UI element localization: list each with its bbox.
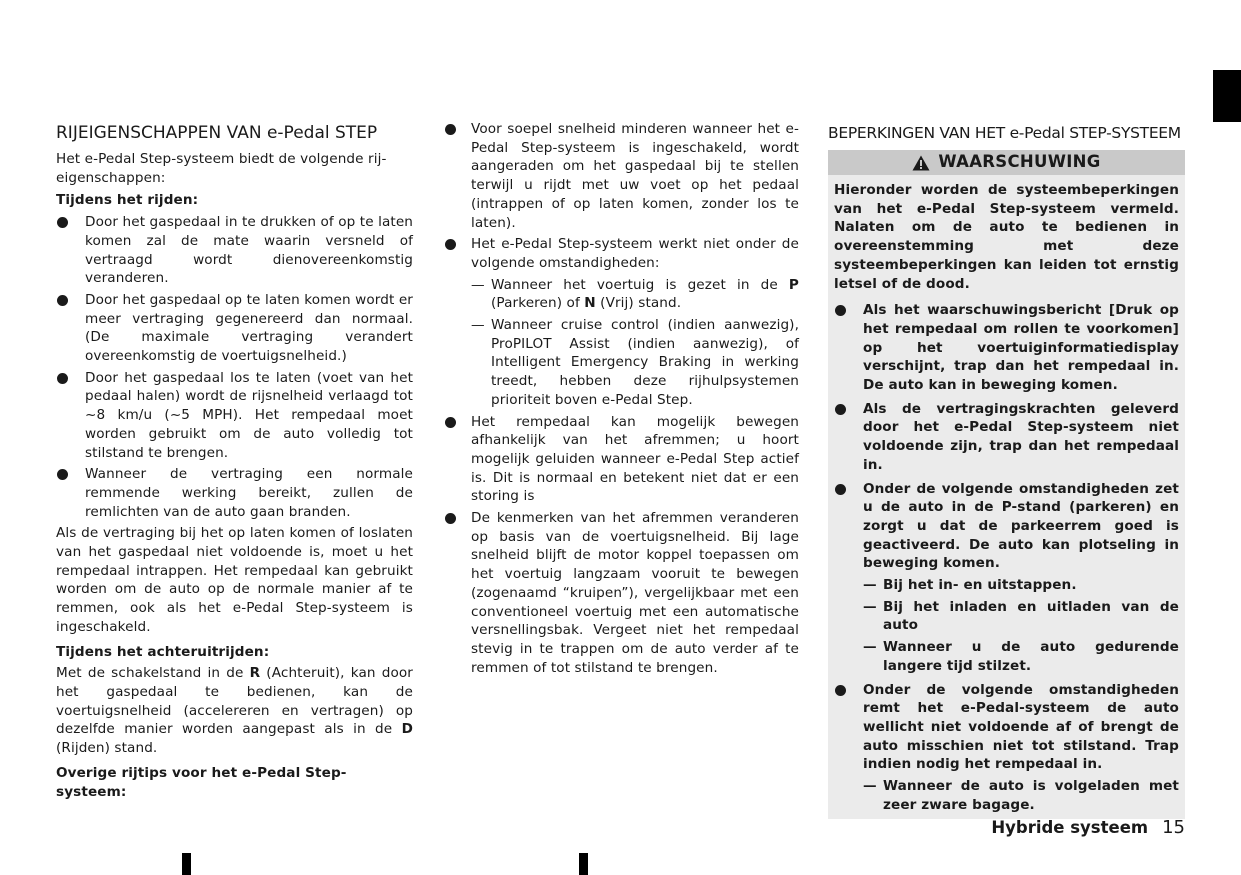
footer-section-title: Hybride systeem <box>991 818 1149 837</box>
page-footer <box>991 817 1185 838</box>
warning-intro: Hieronder worden de systeembeperkingen van het e-Pedal Step-systeem vermeld. Nalaten om de auto te bedienen in overeenstemming met deze systeembeperkingen kan leiden tot ernstig letsel of de dood. <box>834 182 1179 292</box>
brake-paragraph: Als de vertraging bij het op laten komen of loslaten van het gaspedaal niet voldoende is, moet u het rempedaal intrappen. Het rempedaal kan gebruikt worden om de auto op de normale manier af te remmen, ook als het e-Pedal Step-systeem is ingeschakeld. <box>56 525 413 635</box>
chapter-tab-marker <box>1213 70 1241 122</box>
warning-body <box>828 175 1185 819</box>
bullet-item: De kenmerken van het afremmen veranderen op basis van de voertuigsnelheid. Bij lage snelheid blijft de motor koppel toepassen om het voertuig langzaam vooruit te bewegen (zogenaamd “kruipen”), vergelijkbaar met een conventioneel voertuig met een automatische versnellingsbak. Vergeet niet het rempedaal stevig in te trappen om de auto verder af te remmen of tot stilstand te brengen. <box>444 509 799 677</box>
dash-item: — Bij het inladen en uitladen van de auto <box>863 598 1179 635</box>
left-column <box>56 122 413 804</box>
load-dash-list <box>863 777 1179 814</box>
bullet-item: Als de vertragingskrachten geleverd door het e-Pedal Step-systeem niet voldoende zijn, trap dan het rempedaal in. <box>834 400 1179 475</box>
bullet-item: Door het gaspedaal op te laten komen wordt er meer vertraging gegenereerd dan normaal. (De maximale vertraging verandert overeenkomstig de voertuigsnelheid.) <box>56 291 413 366</box>
bullet-item: Het e-Pedal Step-systeem werkt niet onder de volgende omstandigheden: — Wanneer het voertuig is gezet in de P (Parkeren) of N (Vrij) stand. — Wanneer cruise control (indien aanwezig), ProPILOT Assist (indien aanwezig), of Intelligent Emergency Braking in werking treedt, hebben deze rijhulpsystemen prioriteit boven e-Pedal Step. <box>444 235 799 409</box>
section-title-driving-properties: RIJEIGENSCHAPPEN VAN e-Pedal STEP <box>56 123 378 143</box>
bullet-item: Onder de volgende omstandigheden remt het e-Pedal-systeem de auto wellicht niet voldoende af of brengt de auto misschien niet tot stilstand. Trap indien nodig het rempedaal in. — Wanneer de auto is volgeladen met zeer zware bagage. <box>834 681 1179 815</box>
intro-paragraph: Het e-Pedal Step-systeem biedt de volgende rij-eigenschappen: <box>56 151 387 186</box>
right-column <box>828 122 1185 819</box>
middle-column <box>444 120 799 680</box>
bullet-item: Wanneer de vertraging een normale remmende werking bereikt, zullen de remlichten van de auto gaan branden. <box>56 465 413 521</box>
page-number: 15 <box>1162 817 1185 838</box>
subheading-reversing: Tijdens het achteruitrijden: <box>56 643 270 660</box>
bullet-item: Als het waarschuwingsbericht [Druk op het rempedaal om rollen te voorkomen] op het voertuiginformatiedisplay verschijnt, trap dan het rempedaal in. De auto kan in beweging komen. <box>834 301 1179 395</box>
conditions-dash-list <box>471 276 799 410</box>
warning-header <box>828 150 1185 175</box>
gear-p: P <box>788 276 799 293</box>
crop-mark-middle <box>579 853 588 875</box>
bullet-item: Het rempedaal kan mogelijk bewegen afhankelijk van het afremmen; u hoort mogelijk geluiden wanneer e-Pedal Step actief is. Dit is normaal en betekent niet dat er een storing is <box>444 413 799 507</box>
parking-dash-list <box>863 576 1179 676</box>
subheading-driving: Tijdens het rijden: <box>56 192 199 209</box>
gear-n: N <box>584 295 596 312</box>
gear-r: R <box>249 665 261 682</box>
warning-triangle-icon <box>912 155 930 171</box>
warning-label: WAARSCHUWING <box>938 152 1101 172</box>
dash-item: — Wanneer het voertuig is gezet in de P (Parkeren) of N (Vrij) stand. <box>471 276 799 313</box>
bullet-item: Onder de volgende omstandigheden zet u de auto in de P-stand (parkeren) en zorgt u dat de parkeerrem goed is geactiveerd. De auto kan plotseling in beweging komen. — Bij het in- en uitstappen. — Bij het inladen en uitladen van de auto — Wanneer u de auto gedurende langere tijd stilzet. <box>834 480 1179 676</box>
crop-mark-left <box>182 853 191 875</box>
driving-bullet-list <box>56 213 413 521</box>
warning-box <box>828 150 1185 819</box>
bullet-item: Door het gaspedaal in te drukken of op te laten komen zal de mate waarin versneld of vertraagd wordt dienovereenkomstig veranderen. <box>56 213 413 288</box>
bullet-item: Voor soepel snelheid minderen wanneer het e-Pedal Step-systeem is ingeschakeld, wordt aangeraden om het gaspedaal bij te stellen terwijl u rijdt met uw voet op het pedaal (intrappen of op laten komen, zonder los te laten). <box>444 120 799 232</box>
dash-item: — Wanneer u de auto gedurende langere tijd stilzet. <box>863 638 1179 675</box>
section-title-limitations: BEPERKINGEN VAN HET e-Pedal STEP-SYSTEEM <box>828 124 1181 142</box>
reverse-paragraph: Met de schakelstand in de R (Achteruit), kan door het gaspedaal te bedienen, kan de voertuigsnelheid (accelereren en vertragen) op dezelfde manier worden aangepast als in de D (Rijden) stand. <box>56 665 413 757</box>
tips-bullet-list <box>444 120 799 677</box>
warning-bullet-list <box>834 301 1179 814</box>
dash-item: — Bij het in- en uitstappen. <box>863 576 1179 595</box>
gear-d: D <box>401 721 413 738</box>
bullet-item: Door het gaspedaal los te laten (voet van het pedaal halen) wordt de rijsnelheid verlaagd tot ~8 km/u (~5 MPH). Het rempedaal moet worden gebruikt om de auto volledig tot stilstand te brengen. <box>56 369 413 463</box>
subheading-other-tips: Overige rijtips voor het e-Pedal Step-systeem: <box>56 764 347 800</box>
dash-item: — Wanneer cruise control (indien aanwezig), ProPILOT Assist (indien aanwezig), of Intelligent Emergency Braking in werking treedt, hebben deze rijhulpsystemen prioriteit boven e-Pedal Step. <box>471 316 799 410</box>
dash-item: — Wanneer de auto is volgeladen met zeer zware bagage. <box>863 777 1179 814</box>
